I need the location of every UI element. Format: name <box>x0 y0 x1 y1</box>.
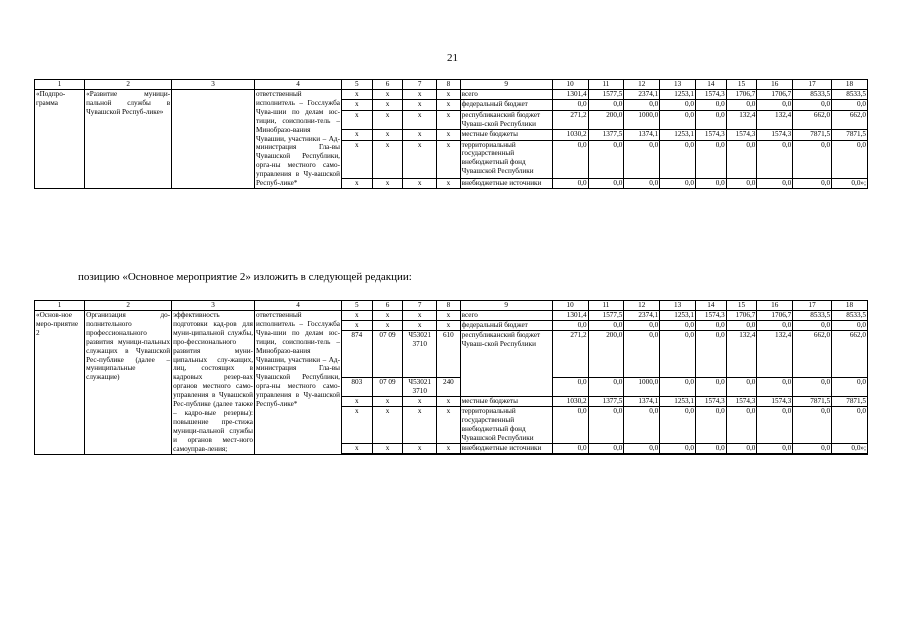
value-cell: 1577,5 <box>588 311 624 321</box>
code-cell: x <box>341 178 372 188</box>
column-header: 11 <box>588 80 624 90</box>
column-header: 7 <box>403 80 437 90</box>
value-cell: 0,0 <box>726 443 757 453</box>
column-header: 5 <box>341 80 372 90</box>
value-cell: 1706,7 <box>726 90 757 100</box>
code-cell: x <box>437 90 461 100</box>
value-cell: 0,0 <box>624 100 660 110</box>
value-cell: 0,0 <box>624 443 660 453</box>
value-cell: 1253,1 <box>660 397 696 407</box>
column-header: 12 <box>624 301 660 311</box>
value-cell: 0,0 <box>695 100 726 110</box>
column-header: 15 <box>726 301 757 311</box>
value-cell: 0,0 <box>832 406 868 443</box>
value-cell: 0,0 <box>660 330 696 377</box>
header-row <box>35 301 868 311</box>
column-header: 11 <box>588 301 624 311</box>
empty-cell <box>624 453 660 454</box>
value-cell: 0,0 <box>588 406 624 443</box>
code-cell: x <box>341 100 372 110</box>
value-cell: 0,0 <box>695 378 726 397</box>
code-cell: x <box>403 443 437 453</box>
column-header: 10 <box>552 80 588 90</box>
value-cell: 0,0 <box>552 443 588 453</box>
value-cell: 8533,5 <box>793 311 832 321</box>
value-cell: 0,0 <box>588 140 624 178</box>
source-cell: республиканский бюджет Чуваш-ской Республики <box>460 330 552 396</box>
value-cell: 2374,1 <box>624 311 660 321</box>
column-header: 13 <box>660 80 696 90</box>
value-cell: 0,0 <box>832 320 868 330</box>
code-part: Ч53021 <box>408 330 432 339</box>
column-header: 2 <box>85 301 172 311</box>
value-cell: 0,0 <box>588 178 624 188</box>
value-cell: 1574,3 <box>726 130 757 140</box>
value-cell: 1000,0 <box>624 110 660 130</box>
value-cell: 0,0 <box>757 178 793 188</box>
column-header: 10 <box>552 301 588 311</box>
column-header: 8 <box>437 301 461 311</box>
value-cell: 1577,5 <box>588 90 624 100</box>
value-cell: 0,0 <box>832 100 868 110</box>
value-cell: 0,0 <box>660 406 696 443</box>
value-cell: 8533,5 <box>832 311 868 321</box>
value-cell: 0,0 <box>757 443 793 453</box>
value-cell: 7871,5 <box>832 130 868 140</box>
value-cell: 0,0 <box>757 320 793 330</box>
empty-cell <box>403 453 437 454</box>
code-cell: x <box>372 397 403 407</box>
code-cell: x <box>341 90 372 100</box>
value-cell: 1000,0 <box>624 378 660 397</box>
column-header: 6 <box>372 80 403 90</box>
value-cell: 0,0 <box>552 140 588 178</box>
source-cell: внебюджетные источники <box>460 178 552 188</box>
column-header: 8 <box>437 80 461 90</box>
code-cell: x <box>372 320 403 330</box>
value-cell: 0,0 <box>695 178 726 188</box>
value-cell: 271,2 <box>552 110 588 130</box>
value-cell: 0,0 <box>660 178 696 188</box>
page-number: 21 <box>447 52 458 64</box>
code-cell: x <box>403 397 437 407</box>
value-cell: 662,0 <box>832 330 868 377</box>
code-cell: 803 <box>341 378 372 397</box>
value-cell: 0,0 <box>726 320 757 330</box>
value-cell: 1574,3 <box>695 311 726 321</box>
value-cell: 0,0 <box>660 140 696 178</box>
value-cell: 1301,4 <box>552 311 588 321</box>
value-cell: 8533,5 <box>793 90 832 100</box>
value-cell: 132,4 <box>726 110 757 130</box>
column-header: 5 <box>341 301 372 311</box>
value-cell: 1253,1 <box>660 90 696 100</box>
column-header: 15 <box>726 80 757 90</box>
value-cell: 0,0 <box>588 443 624 453</box>
empty-cell <box>793 453 832 454</box>
code-cell: x <box>403 130 437 140</box>
source-cell: внебюджетные источники <box>460 443 552 453</box>
value-cell: 0,0 <box>660 378 696 397</box>
header-row <box>35 80 868 90</box>
value-cell: 0,0 <box>757 378 793 397</box>
code-cell: x <box>437 311 461 321</box>
code-cell: x <box>403 140 437 178</box>
value-cell: 1574,3 <box>726 397 757 407</box>
value-cell: 1253,1 <box>660 130 696 140</box>
value-cell: 0,0 <box>793 178 832 188</box>
code-part: 3710 <box>412 339 427 348</box>
code-cell: x <box>372 178 403 188</box>
empty-cell <box>341 453 372 454</box>
column-header: 18 <box>832 80 868 90</box>
code-cell: x <box>372 130 403 140</box>
value-cell: 1253,1 <box>660 311 696 321</box>
value-cell: 1706,7 <box>726 311 757 321</box>
empty-cell <box>552 453 588 454</box>
column-header: 3 <box>172 80 255 90</box>
value-cell: 0,0 <box>695 406 726 443</box>
code-cell: x <box>341 443 372 453</box>
column-header: 9 <box>460 80 552 90</box>
table-row <box>35 90 868 100</box>
value-cell: 1301,4 <box>552 90 588 100</box>
value-cell: 200,0 <box>588 110 624 130</box>
value-cell: 0,0 <box>624 330 660 377</box>
value-cell: 1574,3 <box>695 90 726 100</box>
value-cell: 0,0 <box>660 320 696 330</box>
value-cell: 0,0 <box>793 320 832 330</box>
code-cell: x <box>372 406 403 443</box>
value-cell: 1574,3 <box>757 130 793 140</box>
value-cell: 1706,7 <box>757 90 793 100</box>
code-cell: x <box>437 406 461 443</box>
code-cell: x <box>403 320 437 330</box>
executor-cell: ответственный исполнитель – Госслужба Чува-шии по делам юс-тиции, соисполни-тель – Минобразо-вания Чувашии, участники – Ад-министрация Гла-вы Чувашской Республики, орга-ны местного само-управления в Чу-вашской Респуб-лике* <box>255 311 342 455</box>
value-cell: 1574,3 <box>695 130 726 140</box>
source-cell: местные бюджеты <box>460 130 552 140</box>
code-cell: 07 09 <box>372 378 403 397</box>
value-cell: 0,0 <box>624 140 660 178</box>
code-part: 3710 <box>412 387 427 396</box>
source-cell: территориальный государственный внебюджетный фонд Чувашской Республики <box>460 140 552 178</box>
value-cell: 0,0»; <box>832 178 868 188</box>
value-cell: 0,0 <box>695 110 726 130</box>
empty-cell <box>726 453 757 454</box>
value-cell: 0,0 <box>832 378 868 397</box>
value-cell: 0,0 <box>588 320 624 330</box>
program-goal-cell <box>172 90 255 189</box>
code-cell: x <box>341 397 372 407</box>
value-cell: 0,0 <box>552 378 588 397</box>
column-header: 7 <box>403 301 437 311</box>
value-cell: 0,0 <box>695 330 726 377</box>
code-cell <box>403 330 437 377</box>
code-cell: x <box>341 110 372 130</box>
value-cell: 0,0 <box>793 378 832 397</box>
value-cell: 1374,1 <box>624 130 660 140</box>
empty-cell <box>695 453 726 454</box>
code-cell: x <box>372 311 403 321</box>
program-name-cell: «Развитие муници-пальной службы в Чувашской Респуб-лике» <box>85 90 172 189</box>
value-cell: 0,0 <box>726 406 757 443</box>
value-cell: 1030,2 <box>552 397 588 407</box>
table-row <box>35 311 868 321</box>
value-cell: 0,0 <box>624 320 660 330</box>
value-cell: 1574,3 <box>695 397 726 407</box>
activity-type-cell: «Основ-ное меро-приятие 2 <box>35 311 85 455</box>
code-cell: x <box>437 397 461 407</box>
value-cell: 0,0»; <box>832 443 868 453</box>
value-cell: 0,0 <box>552 320 588 330</box>
instruction-text: позицию «Основное мероприятие 2» изложить в следующей редакции: <box>78 271 412 283</box>
code-cell: x <box>437 110 461 130</box>
code-cell: x <box>437 320 461 330</box>
column-header: 16 <box>757 301 793 311</box>
code-cell: 610 <box>437 330 461 377</box>
empty-cell <box>460 453 552 454</box>
empty-cell <box>437 453 461 454</box>
code-cell: x <box>372 443 403 453</box>
value-cell: 0,0 <box>588 378 624 397</box>
value-cell: 0,0 <box>695 320 726 330</box>
code-cell <box>403 378 437 397</box>
value-cell: 0,0 <box>695 443 726 453</box>
code-cell: x <box>341 140 372 178</box>
code-cell: 240 <box>437 378 461 397</box>
code-cell: x <box>341 320 372 330</box>
value-cell: 1706,7 <box>757 311 793 321</box>
code-cell: x <box>403 110 437 130</box>
value-cell: 662,0 <box>832 110 868 130</box>
source-cell: местные бюджеты <box>460 397 552 407</box>
value-cell: 0,0 <box>726 178 757 188</box>
value-cell: 132,4 <box>757 110 793 130</box>
column-header: 16 <box>757 80 793 90</box>
code-cell: x <box>341 130 372 140</box>
value-cell: 132,4 <box>726 330 757 377</box>
code-cell: x <box>372 100 403 110</box>
column-header: 4 <box>255 80 342 90</box>
source-cell: федеральный бюджет <box>460 100 552 110</box>
code-cell: x <box>372 140 403 178</box>
value-cell: 0,0 <box>660 110 696 130</box>
code-cell: x <box>403 100 437 110</box>
code-cell: x <box>341 311 372 321</box>
code-cell: x <box>403 406 437 443</box>
code-cell: x <box>372 110 403 130</box>
value-cell: 0,0 <box>832 140 868 178</box>
column-header: 3 <box>172 301 255 311</box>
value-cell: 7871,5 <box>793 397 832 407</box>
value-cell: 0,0 <box>793 100 832 110</box>
empty-cell <box>372 453 403 454</box>
value-cell: 8533,5 <box>832 90 868 100</box>
code-cell: x <box>372 90 403 100</box>
executor-cell: ответственный исполнитель – Госслужба Чува-шии по делам юс-тиции, соисполни-тель – Минобразо-вания Чувашии, участники – Ад-министрация Гла-вы Чувашской Республики, орга-ны местного само-управления в Чу-вашской Респуб-лике* <box>256 90 340 188</box>
value-cell: 0,0 <box>757 140 793 178</box>
value-cell: 0,0 <box>726 140 757 178</box>
code-cell: x <box>437 100 461 110</box>
code-cell: x <box>437 140 461 178</box>
code-cell: x <box>437 130 461 140</box>
value-cell: 1574,3 <box>757 397 793 407</box>
value-cell: 2374,1 <box>624 90 660 100</box>
value-cell: 0,0 <box>660 443 696 453</box>
value-cell: 0,0 <box>793 406 832 443</box>
source-cell: всего <box>460 311 552 321</box>
column-header: 17 <box>793 80 832 90</box>
code-cell: x <box>437 443 461 453</box>
code-cell: 07 09 <box>372 330 403 377</box>
value-cell: 0,0 <box>757 406 793 443</box>
value-cell: 7871,5 <box>793 130 832 140</box>
column-header: 2 <box>85 80 172 90</box>
value-cell: 0,0 <box>624 406 660 443</box>
source-cell: всего <box>460 90 552 100</box>
value-cell: 0,0 <box>793 140 832 178</box>
value-cell: 662,0 <box>793 110 832 130</box>
value-cell: 0,0 <box>757 100 793 110</box>
column-header: 12 <box>624 80 660 90</box>
activity-goal-cell: эффективность подготовки кад-ров для муни-ципальной службы, про-фессионального развития муни-ципальных слу-жащих, лиц, состоящих в кадровых резер-вах органов местного само-управления в Чувашской Рес-публике (далее также – кадро-вые резервы): повышение пре-стижа муници-пальной службы и органов мест-ного самоуправ-ления; <box>173 311 253 453</box>
value-cell: 1377,5 <box>588 130 624 140</box>
value-cell: 271,2 <box>552 330 588 377</box>
value-cell: 0,0 <box>726 378 757 397</box>
empty-cell <box>660 453 696 454</box>
code-cell: x <box>403 311 437 321</box>
activity-name-cell: Организация до-полнительного профессионального развития муници-пальных служащих в Чувашской Рес-публике (далее – муниципальные служащие) <box>85 311 172 455</box>
value-cell: 1377,5 <box>588 397 624 407</box>
column-header: 4 <box>255 301 342 311</box>
value-cell: 132,4 <box>757 330 793 377</box>
program-financing-table <box>34 79 868 189</box>
code-cell: 874 <box>341 330 372 377</box>
value-cell: 200,0 <box>588 330 624 377</box>
column-header: 18 <box>832 301 868 311</box>
column-header: 9 <box>460 301 552 311</box>
value-cell: 0,0 <box>695 140 726 178</box>
empty-cell <box>757 453 793 454</box>
value-cell: 0,0 <box>793 443 832 453</box>
value-cell: 7871,5 <box>832 397 868 407</box>
empty-cell <box>588 453 624 454</box>
code-cell: x <box>403 178 437 188</box>
code-part: Ч53021 <box>408 378 432 387</box>
main-activity-table <box>34 300 868 455</box>
column-header: 13 <box>660 301 696 311</box>
value-cell: 0,0 <box>552 178 588 188</box>
value-cell: 662,0 <box>793 330 832 377</box>
column-header: 17 <box>793 301 832 311</box>
column-header: 6 <box>372 301 403 311</box>
program-type-cell: «Подпро-грамма <box>35 90 85 189</box>
source-cell: республиканский бюджет Чуваш-ской Республики <box>460 110 552 130</box>
value-cell: 0,0 <box>624 178 660 188</box>
value-cell: 1374,1 <box>624 397 660 407</box>
value-cell: 1030,2 <box>552 130 588 140</box>
value-cell: 0,0 <box>660 100 696 110</box>
column-header: 1 <box>35 80 85 90</box>
code-cell: x <box>341 406 372 443</box>
column-header: 14 <box>695 301 726 311</box>
source-cell: территориальный государственный внебюджетный фонд Чувашской Республики <box>460 406 552 443</box>
code-cell: x <box>437 178 461 188</box>
empty-cell <box>832 453 868 454</box>
value-cell: 0,0 <box>726 100 757 110</box>
source-cell: федеральный бюджет <box>460 320 552 330</box>
value-cell: 0,0 <box>552 406 588 443</box>
value-cell: 0,0 <box>588 100 624 110</box>
code-cell: x <box>403 90 437 100</box>
column-header: 14 <box>695 80 726 90</box>
column-header: 1 <box>35 301 85 311</box>
value-cell: 0,0 <box>552 100 588 110</box>
